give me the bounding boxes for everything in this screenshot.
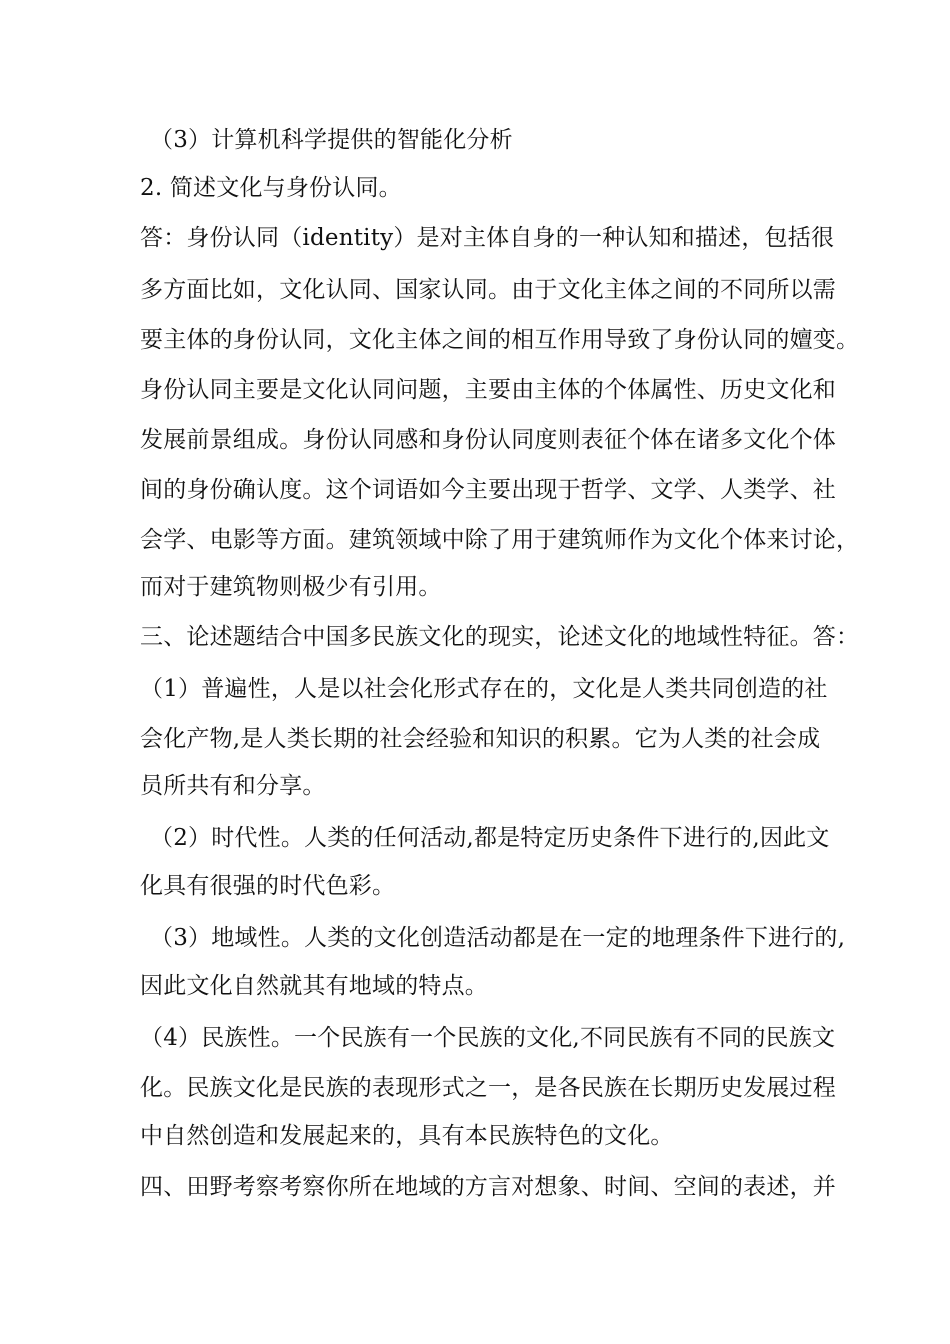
text-line-21: 中自然创造和发展起来的，具有本民族特色的文化。 (140, 1123, 674, 1149)
text-line-18: 因此文化自然就其有地域的特点。 (140, 973, 488, 999)
text-line-15: （2）时代性。人类的任何活动,都是特定历史条件下进行的,因此文 (150, 825, 830, 851)
text-line-7: 发展前景组成。身份认同感和身份认同度则表征个体在诸多文化个体 (140, 427, 836, 453)
text-line-3: 答：身份认同（identity）是对主体自身的一种认知和描述，包括很 (140, 225, 835, 251)
text-line-16: 化具有很强的时代色彩。 (140, 873, 396, 899)
text-line-11: 三、论述题结合中国多民族文化的现实，论述文化的地域性特征。答： (140, 624, 860, 650)
text-line-9: 会学、电影等方面。建筑领域中除了用于建筑师作为文化个体来讨论， (140, 527, 860, 553)
text-line-22: 四、田野考察考察你所在地域的方言对想象、时间、空间的表述，并 (140, 1174, 836, 1200)
text-line-1: （3）计算机科学提供的智能化分析 (150, 127, 513, 153)
text-line-2: 2. 简述文化与身份认同。 (140, 175, 402, 201)
text-line-19: （4）民族性。一个民族有一个民族的文化,不同民族有不同的民族文 (140, 1025, 836, 1051)
text-line-20: 化。民族文化是民族的表现形式之一，是各民族在长期历史发展过程 (140, 1075, 836, 1101)
text-line-12: （1）普遍性，人是以社会化形式存在的，文化是人类共同创造的社 (140, 676, 828, 702)
text-line-6: 身份认同主要是文化认同问题，主要由主体的个体属性、历史文化和 (140, 377, 836, 403)
text-line-5: 要主体的身份认同，文化主体之间的相互作用导致了身份认同的嬗变。 (140, 327, 860, 353)
text-line-13: 会化产物,是人类长期的社会经验和知识的积累。它为人类的社会成 (140, 726, 821, 752)
text-line-10: 而对于建筑物则极少有引用。 (140, 574, 442, 600)
text-line-8: 间的身份确认度。这个词语如今主要出现于哲学、文学、人类学、社 (140, 477, 836, 503)
text-line-4: 多方面比如，文化认同、国家认同。由于文化主体之间的不同所以需 (140, 277, 836, 303)
text-line-17: （3）地域性。人类的文化创造活动都是在一定的地理条件下进行的, (150, 925, 846, 951)
text-line-14: 员所共有和分享。 (140, 773, 326, 799)
